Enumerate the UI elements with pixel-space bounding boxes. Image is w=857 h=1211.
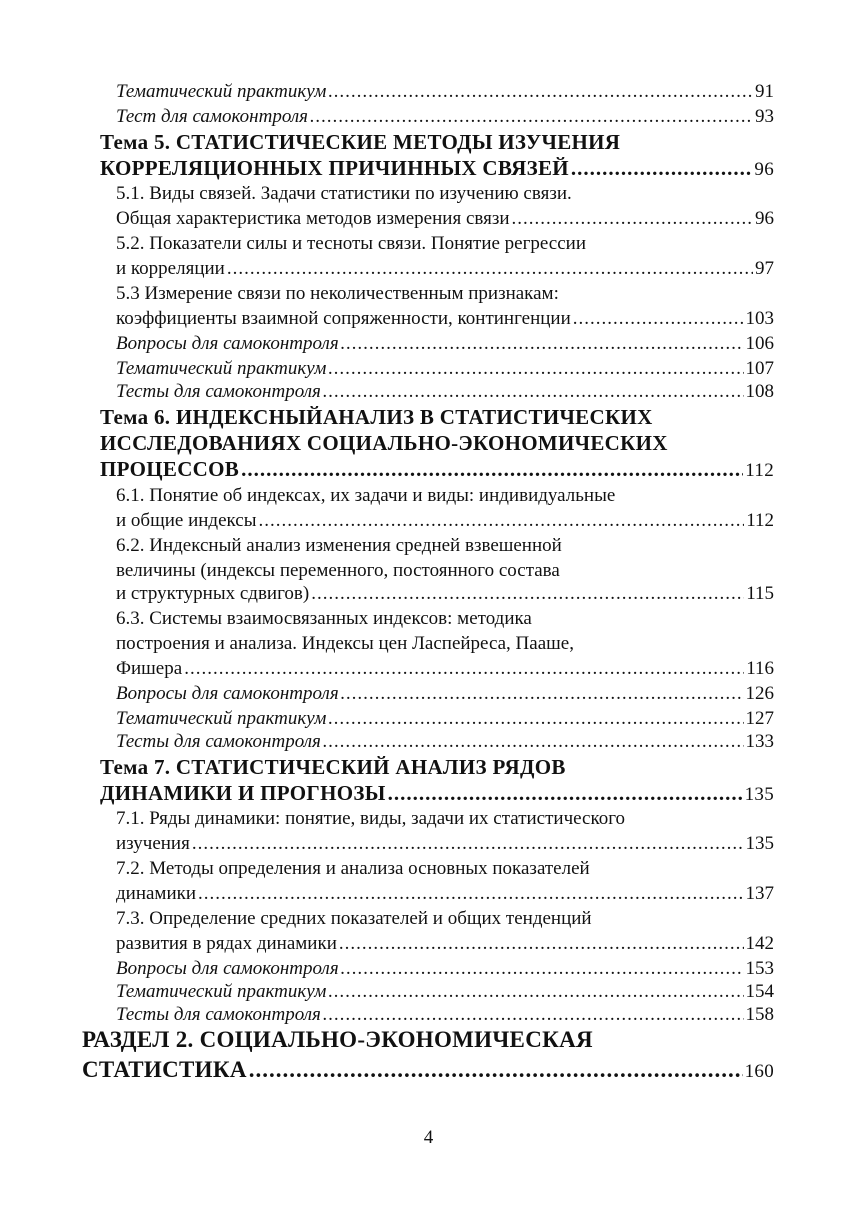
toc-entry-page: 108 (745, 381, 774, 402)
toc-entry-title: 7.2. Методы определения и анализа основных показателей (116, 858, 590, 879)
toc-entry-title: и структурных сдвигов) (116, 583, 310, 604)
toc-entry-title: Тест для самоконтроля (116, 106, 308, 127)
toc-entry (100, 755, 774, 779)
toc-entry-page: 103 (745, 308, 774, 329)
toc-leader-dots (323, 730, 744, 754)
toc-entry (116, 484, 774, 508)
toc-entry-title: изучения (116, 833, 190, 854)
toc-entry (100, 431, 774, 455)
toc-entry (100, 156, 774, 182)
toc-leader-dots (341, 332, 744, 356)
toc-entry (116, 582, 774, 606)
toc-entry (116, 980, 774, 1004)
toc-entry (100, 130, 774, 154)
toc-entry (100, 781, 774, 807)
toc-entry-page: 142 (745, 933, 774, 954)
toc-entry (116, 882, 774, 906)
toc-entry-page: 106 (745, 333, 774, 354)
toc-entry (116, 509, 774, 533)
toc-leader-dots (249, 1058, 743, 1082)
toc-entry-title: Общая характеристика методов измерения связи (116, 208, 510, 229)
toc-entry (116, 907, 774, 931)
toc-entry (116, 657, 774, 681)
toc-entry-page: 91 (755, 81, 774, 102)
toc-entry-title: 5.1. Виды связей. Задачи статистики по изучению связи. (116, 183, 572, 204)
toc-entry-title: Тема 5. СТАТИСТИЧЕСКИЕ МЕТОДЫ ИЗУЧЕНИЯ (100, 130, 621, 154)
toc-leader-dots (571, 156, 752, 180)
toc-entry-page: 112 (745, 460, 774, 481)
toc-entry (116, 832, 774, 856)
toc-entry-title: 5.3 Измерение связи по неколичественным признакам: (116, 283, 559, 304)
toc-leader-dots (512, 207, 753, 231)
toc-entry-page: 96 (754, 159, 774, 180)
toc-leader-dots (227, 257, 753, 281)
toc-entry-page: 115 (746, 583, 774, 604)
toc-entry-title: 6.2. Индексный анализ изменения средней взвешенной (116, 535, 562, 556)
toc-entry-title: построения и анализа. Индексы цен Ласпейреса, Пааше, (116, 633, 574, 654)
toc-entry-title: коэффициенты взаимной сопряженности, контингенции (116, 308, 571, 329)
toc-leader-dots (388, 781, 743, 805)
toc-entry-title: 7.3. Определение средних показателей и общих тенденций (116, 908, 592, 929)
toc-entry (116, 105, 774, 129)
toc-entry (116, 559, 774, 583)
toc-entry (116, 857, 774, 881)
toc-entry-title: и общие индексы (116, 510, 257, 531)
toc-entry-page: 93 (755, 106, 774, 127)
toc-leader-dots (339, 932, 744, 956)
toc-entry (116, 332, 774, 356)
toc-entry-title: СТАТИСТИКА (82, 1057, 247, 1082)
toc-entry-title: Вопросы для самоконтроля (116, 958, 339, 979)
toc-entry (116, 232, 774, 256)
toc-entry-title: Тесты для самоконтроля (116, 731, 321, 752)
toc-leader-dots (341, 682, 744, 706)
toc-leader-dots (192, 832, 744, 856)
toc-entry (116, 182, 774, 206)
toc-entry-page: 107 (745, 358, 774, 379)
toc-leader-dots (328, 980, 743, 1004)
toc-entry-title: ПРОЦЕССОВ (100, 457, 240, 481)
toc-entry (116, 707, 774, 731)
toc-entry-title: Тематический практикум (116, 358, 327, 379)
toc-entry (100, 405, 774, 429)
toc-leader-dots (341, 957, 744, 981)
toc-entry-page: 154 (745, 981, 774, 1002)
toc-entry-title: Тема 7. СТАТИСТИЧЕСКИЙ АНАЛИЗ РЯДОВ (100, 755, 566, 779)
toc-entry-page: 97 (755, 258, 774, 279)
toc-entry-title: Тематический практикум (116, 981, 327, 1002)
toc-entry-title: величины (индексы переменного, постоянного состава (116, 560, 560, 581)
toc-leader-dots (198, 882, 743, 906)
toc-entry-page: 112 (746, 510, 774, 531)
toc-leader-dots (258, 509, 744, 533)
toc-leader-dots (323, 380, 744, 404)
toc-entry (116, 1003, 774, 1027)
page-number: 4 (423, 1127, 434, 1148)
toc-entry-title: ДИНАМИКИ И ПРОГНОЗЫ (100, 781, 386, 805)
toc-leader-dots (310, 105, 753, 129)
toc-entry-title: ИССЛЕДОВАНИЯХ СОЦИАЛЬНО-ЭКОНОМИЧЕСКИХ (100, 431, 668, 455)
toc-leader-dots (184, 657, 744, 681)
toc-entry-title: и корреляции (116, 258, 225, 279)
toc-entry-title: Тематический практикум (116, 81, 327, 102)
toc-entry-page: 137 (745, 883, 774, 904)
toc-leader-dots (328, 80, 753, 104)
toc-leader-dots (328, 357, 743, 381)
toc-entry (116, 957, 774, 981)
toc-entry-title: динамики (116, 883, 197, 904)
toc-entry-page: 116 (746, 658, 774, 679)
toc-entry-title: Тесты для самоконтроля (116, 381, 321, 402)
toc-entry (116, 607, 774, 631)
toc-entry (82, 1058, 774, 1084)
toc-leader-dots (323, 1003, 744, 1027)
toc-entry-page: 158 (745, 1004, 774, 1025)
toc-entry (116, 357, 774, 381)
toc-entry (116, 282, 774, 306)
toc-leader-dots (328, 707, 743, 731)
toc-entry-page: 126 (745, 683, 774, 704)
toc-entry-page: 135 (744, 784, 774, 805)
toc-leader-dots (241, 457, 743, 481)
toc-entry-title: 5.2. Показатели силы и тесноты связи. Понятие регрессии (116, 233, 587, 254)
toc-entry (116, 932, 774, 956)
toc-entry-page: 127 (745, 708, 774, 729)
toc-entry-title: РАЗДЕЛ 2. СОЦИАЛЬНО-ЭКОНОМИЧЕСКАЯ (82, 1027, 593, 1052)
toc-entry-page: 160 (744, 1061, 774, 1082)
toc-entry-page: 153 (745, 958, 774, 979)
toc-entry-title: 6.1. Понятие об индексах, их задачи и виды: индивидуальные (116, 485, 616, 506)
toc-entry (116, 80, 774, 104)
toc-entry-title: Тема 6. ИНДЕКСНЫЙАНАЛИЗ В СТАТИСТИЧЕСКИХ (100, 405, 653, 429)
toc-entry (116, 807, 774, 831)
toc-entry (116, 207, 774, 231)
toc-entry-title: 6.3. Системы взаимосвязанных индексов: методика (116, 608, 532, 629)
toc-entry-page: 96 (755, 208, 774, 229)
toc-entry-title: Вопросы для самоконтроля (116, 333, 339, 354)
toc-entry-title: Тематический практикум (116, 708, 327, 729)
toc-entry (116, 682, 774, 706)
toc-entry (116, 257, 774, 281)
toc-entry-page: 135 (745, 833, 774, 854)
toc-entry (116, 307, 774, 331)
toc-entry-title: Вопросы для самоконтроля (116, 683, 339, 704)
toc-entry (116, 632, 774, 656)
toc-entry (82, 1028, 774, 1052)
toc-entry-page: 133 (745, 731, 774, 752)
toc-entry-title: 7.1. Ряды динамики: понятие, виды, задачи их статистического (116, 808, 626, 829)
toc-entry-title: Фишера (116, 658, 183, 679)
toc-entry (116, 380, 774, 404)
toc-leader-dots (311, 582, 744, 606)
toc-entry-title: Тесты для самоконтроля (116, 1004, 321, 1025)
toc-entry (116, 730, 774, 754)
toc-entry-title: КОРРЕЛЯЦИОННЫХ ПРИЧИННЫХ СВЯЗЕЙ (100, 156, 569, 180)
toc-entry-title: развития в рядах динамики (116, 933, 337, 954)
toc-entry (116, 534, 774, 558)
toc-entry (100, 457, 774, 483)
toc-leader-dots (573, 307, 744, 331)
